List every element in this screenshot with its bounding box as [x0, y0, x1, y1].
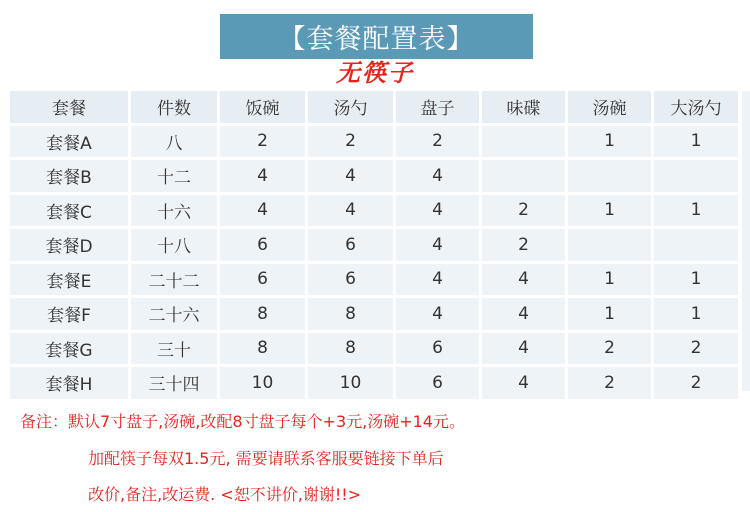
- table-cell: 2: [568, 333, 651, 365]
- table-cell: 十八: [131, 229, 217, 261]
- table-row: [10, 160, 738, 192]
- header-sauce-dish: 味碟: [482, 91, 565, 123]
- table-edge-strip: [742, 91, 750, 391]
- table-cell: 2: [396, 126, 479, 158]
- table-cell: 6: [308, 229, 393, 261]
- table-cell: 4: [220, 160, 305, 192]
- package-name-cell: 套餐D: [10, 229, 128, 261]
- table-cell: 4: [220, 195, 305, 227]
- package-config-table: [7, 88, 741, 402]
- package-name-cell: 套餐B: [10, 160, 128, 192]
- table-cell: 1: [568, 126, 651, 158]
- table-cell: 4: [396, 264, 479, 296]
- table-cell: 1: [654, 126, 738, 158]
- table-cell: 2: [308, 126, 393, 158]
- table-row: [10, 126, 738, 158]
- page-title: 【套餐配置表】: [220, 14, 533, 59]
- table-cell: 6: [308, 264, 393, 296]
- table-row: [10, 367, 738, 399]
- table-cell: [482, 160, 565, 192]
- header-large-soup-spoon: 大汤勺: [654, 91, 738, 123]
- table-cell: 二十六: [131, 298, 217, 330]
- table-cell: 8: [220, 298, 305, 330]
- table-cell: 6: [220, 264, 305, 296]
- table-cell: 十二: [131, 160, 217, 192]
- table-cell: 8: [308, 298, 393, 330]
- table-cell: 4: [396, 195, 479, 227]
- table-cell: 6: [220, 229, 305, 261]
- table-cell: [568, 229, 651, 261]
- table-cell: 八: [131, 126, 217, 158]
- package-name-cell: 套餐G: [10, 333, 128, 365]
- table-cell: 4: [482, 264, 565, 296]
- table-cell: [482, 126, 565, 158]
- table-header-row: [10, 91, 738, 123]
- note-line-3: 改价,备注,改运费. <恕不讲价,谢谢!!>: [88, 485, 362, 504]
- table-cell: 2: [482, 195, 565, 227]
- table-cell: 十六: [131, 195, 217, 227]
- table-cell: 8: [308, 333, 393, 365]
- table-cell: 4: [308, 195, 393, 227]
- table-cell: 1: [654, 298, 738, 330]
- table-row: [10, 195, 738, 227]
- table-cell: 6: [396, 333, 479, 365]
- table-cell: 6: [396, 367, 479, 399]
- note-line-1: 备注：默认7寸盘子,汤碗,改配8寸盘子每个+3元,汤碗+14元。: [20, 412, 465, 431]
- table-cell: [654, 229, 738, 261]
- table-cell: 1: [568, 195, 651, 227]
- header-rice-bowl: 饭碗: [220, 91, 305, 123]
- header-soup-bowl: 汤碗: [568, 91, 651, 123]
- package-name-cell: 套餐H: [10, 367, 128, 399]
- table-cell: 8: [220, 333, 305, 365]
- header-package: 套餐: [10, 91, 128, 123]
- table-cell: 三十四: [131, 367, 217, 399]
- header-piece-count: 件数: [131, 91, 217, 123]
- table-cell: 1: [654, 264, 738, 296]
- table-cell: 2: [654, 333, 738, 365]
- table-cell: 10: [308, 367, 393, 399]
- table-cell: 4: [396, 229, 479, 261]
- table-cell: 1: [654, 195, 738, 227]
- table-cell: 4: [482, 298, 565, 330]
- table-cell: 4: [482, 333, 565, 365]
- table-cell: 10: [220, 367, 305, 399]
- table-cell: 4: [396, 160, 479, 192]
- table-cell: 2: [482, 229, 565, 261]
- package-name-cell: 套餐F: [10, 298, 128, 330]
- table-row: [10, 229, 738, 261]
- table-cell: 1: [568, 298, 651, 330]
- table-cell: 2: [220, 126, 305, 158]
- table-cell: 4: [396, 298, 479, 330]
- table-row: [10, 298, 738, 330]
- table-cell: 4: [308, 160, 393, 192]
- table-cell: [568, 160, 651, 192]
- package-name-cell: 套餐A: [10, 126, 128, 158]
- table-row: [10, 333, 738, 365]
- table-cell: 三十: [131, 333, 217, 365]
- table-cell: [654, 160, 738, 192]
- header-soup-spoon: 汤勺: [308, 91, 393, 123]
- table-cell: 二十二: [131, 264, 217, 296]
- table-cell: 1: [568, 264, 651, 296]
- note-line-2: 加配筷子每双1.5元, 需要请联系客服要链接下单后: [88, 449, 444, 468]
- table-cell: 2: [568, 367, 651, 399]
- package-name-cell: 套餐C: [10, 195, 128, 227]
- header-plate: 盘子: [396, 91, 479, 123]
- no-chopsticks-subtitle: 无筷子: [336, 58, 414, 87]
- table-row: [10, 264, 738, 296]
- package-name-cell: 套餐E: [10, 264, 128, 296]
- table-cell: 2: [654, 367, 738, 399]
- table-cell: 4: [482, 367, 565, 399]
